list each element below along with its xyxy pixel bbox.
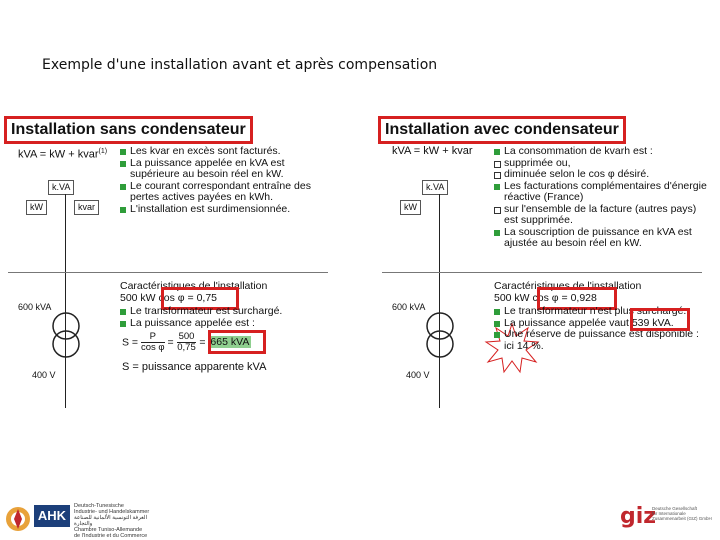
kvar-box: kvar: [74, 200, 99, 215]
panel-title: Installation sans condensateur: [4, 116, 253, 144]
list-item: Le courant correspondant entraîne des pertes actives payées en kWh.: [120, 181, 320, 204]
list-item: L'installation est surdimensionnée.: [120, 204, 320, 216]
list-item: diminuée selon le cos φ désiré.: [494, 169, 708, 181]
ahk-wordmark: AHK: [34, 505, 70, 527]
panel-title: Installation avec condensateur: [378, 116, 626, 144]
kva-box: k.VA: [48, 180, 74, 195]
transformer-icon: [48, 308, 84, 364]
char-power: 500 kW: [120, 292, 156, 304]
list-item: supprimée ou,: [494, 158, 708, 170]
list-item: sur l'ensemble de la facture (autres pays) est supprimée.: [494, 204, 708, 227]
list-item: La puissance appelée vaut 539 kVA.: [494, 318, 708, 330]
list-item: Les facturations complémentaires d'énergie réactive (France): [494, 181, 708, 204]
ahk-text: Deutsch-Tunesische Industrie- und Handelskammer الغرفة التونسية الألمانية للصناعة والتجارة Chambre Tuniso-Allemande de l'Industrie et du Commerce: [74, 503, 150, 539]
panel-without-capacitor: [4, 112, 334, 422]
char-power: 500 kW: [494, 292, 530, 304]
transformer-icon: [422, 308, 458, 364]
char-title: Caractéristiques de l'installation: [120, 280, 268, 292]
supply-line: [439, 194, 440, 408]
kw-box: kW: [26, 200, 47, 215]
power-formula: kVA = kW + kvar: [392, 145, 473, 157]
slide-title: Exemple d'une installation avant et après compensation: [42, 57, 438, 73]
apparent-power-result: 665 kVA: [210, 336, 250, 349]
transformer-rating: 600 kVA: [392, 302, 426, 312]
result-highlight: [208, 330, 266, 354]
ahk-logo: [4, 503, 154, 537]
list-item: La souscription de puissance en kVA est ajustée au besoin réel en kW.: [494, 227, 708, 250]
char-bullets: [120, 306, 320, 329]
char-title: Caractéristiques de l'installation: [494, 280, 642, 292]
power-formula: kVA = kW + kvar$^{(1)}$: [18, 148, 108, 161]
divider: [8, 272, 328, 273]
power-highlight: [630, 308, 690, 331]
bullet-list: [120, 146, 320, 215]
list-item: La consommation de kvarh est :: [494, 146, 708, 158]
bullet-list: [494, 146, 708, 250]
kva-box: k.VA: [422, 180, 448, 195]
kw-box: kW: [400, 200, 421, 215]
voltage-label: 400 V: [32, 370, 56, 380]
supply-line: [65, 194, 66, 408]
giz-logo: [620, 504, 716, 534]
list-item: Le transformateur n'est plus surchargé.: [494, 306, 708, 318]
transformer-rating: 600 kVA: [18, 302, 52, 312]
list-item: Le transformateur est surchargé.: [120, 306, 320, 318]
apparent-power-equation: S = $\frac{P}{\text{cos φ}}$ = $\frac{500}{0,75}$ = 665 kVA: [122, 331, 250, 353]
ahk-emblem-icon: [4, 505, 32, 533]
list-item: Les kvar en excès sont facturés.: [120, 146, 320, 158]
list-item: Une réserve de puissance est disponible : ici 14 %.: [494, 329, 708, 352]
list-item: La puissance appelée est :: [120, 318, 320, 330]
footnote: S = puissance apparente kVA: [122, 361, 267, 373]
list-item: La puissance appelée en kVA est supérieure au besoin réel en kW.: [120, 158, 320, 181]
divider: [382, 272, 702, 273]
giz-text: Deutsche Gesellschaft für Internationale Zusammenarbeit (GIZ) GmbH: [652, 506, 712, 521]
cos-phi-value: cos φ = 0,75: [158, 292, 217, 304]
giz-wordmark: giz: [620, 504, 657, 529]
panel-with-capacitor: [378, 112, 708, 422]
cos-phi-value: cos φ = 0,928: [532, 292, 597, 304]
voltage-label: 400 V: [406, 370, 430, 380]
